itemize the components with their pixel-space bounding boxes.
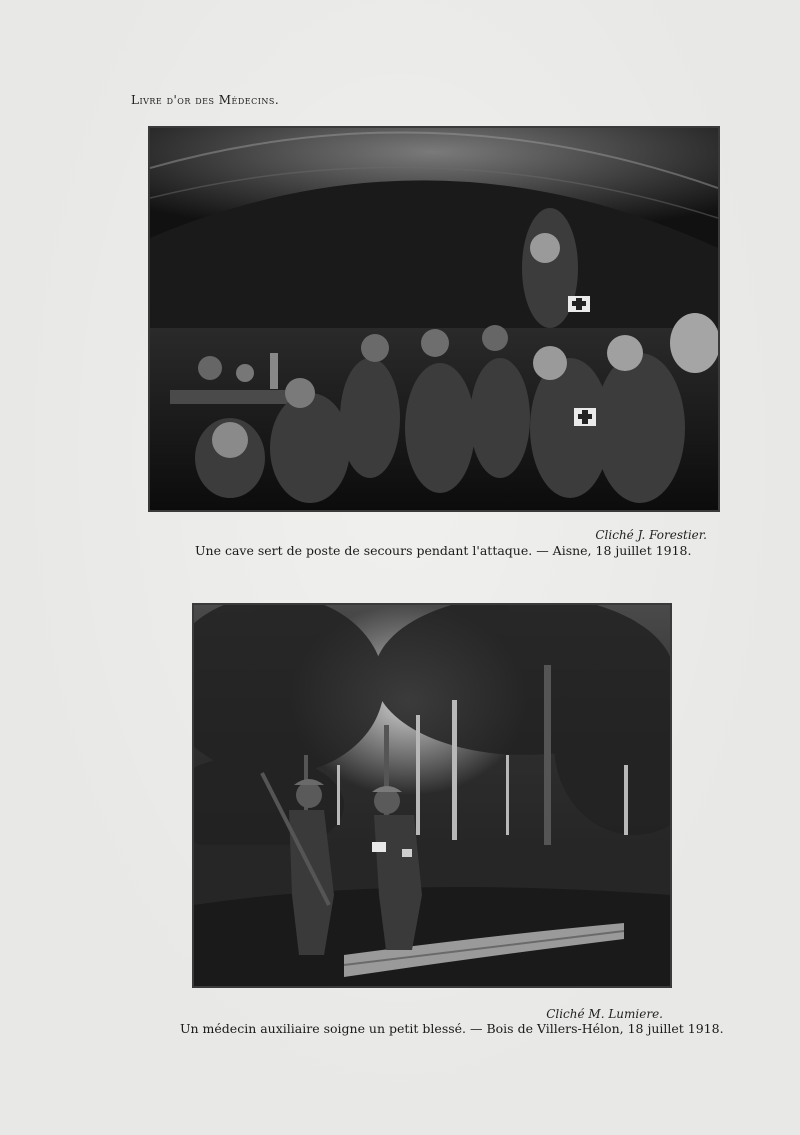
photo-credit-forestier: Cliché J. Forestier. [595, 528, 707, 542]
running-head: Livre d'or des Médecins. [131, 93, 280, 107]
photo-caption-forest: Un médecin auxiliaire soigne un petit blessé. — Bois de Villers-Hélon, 18 juillet 1918. [180, 1021, 724, 1036]
cellar-scene [150, 128, 718, 510]
photo-caption-cellar: Une cave sert de poste de secours pendant l'attaque. — Aisne, 18 juillet 1918. [195, 543, 692, 558]
cellar-aid-post-photo [148, 126, 720, 512]
forest-scene [194, 605, 670, 986]
photo-credit-lumiere: Cliché M. Lumiere. [546, 1007, 663, 1021]
bleed-through-text [200, 570, 204, 583]
forest-wounded-soldier-photo [192, 603, 672, 988]
